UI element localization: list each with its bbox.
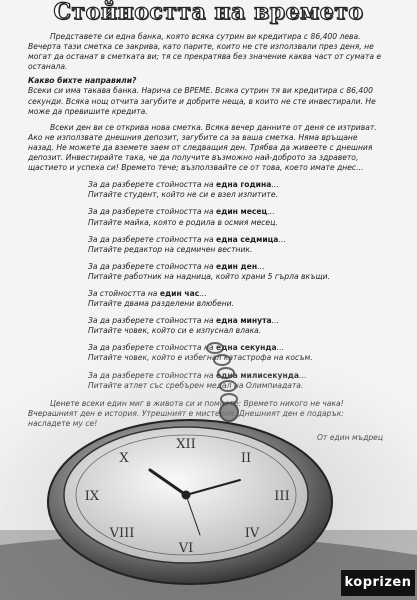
value-pair: За стойността на един час… Питайте двама разделени влюбени.	[88, 289, 383, 309]
svg-text:IX: IX	[84, 489, 100, 504]
intro-paragraph: Представете си една банка, която всяка сутрин ви кредитира с 86,400 лева. Вечерта тази сметка се закрива, като парите, които не сте използвали през деня, не могат да останат в сметката ви; тя се прекратява без значение каква част от сумата е останала.	[28, 32, 382, 72]
value-pair: За да разберете стойността на една година… Питайте студент, който не си е взел изпитите.	[88, 180, 383, 200]
svg-text:III: III	[274, 489, 290, 504]
value-answer: Питайте работник на надница, който храни 5 гърла вкъщи.	[88, 271, 330, 281]
time-unit: един ден	[216, 261, 258, 271]
value-pair: За да разберете стойността на една минута…	[88, 316, 383, 336]
value-answer: Питайте двама разделени влюбени.	[88, 299, 235, 309]
svg-text:VIII: VIII	[109, 526, 135, 541]
koprizen-logo: koprizen	[341, 570, 415, 596]
value-pair: За да разберете стойността на един месец… Питайте майка, която е родила в осмия месец.	[88, 207, 383, 227]
page-title: Стойността на времето	[53, 0, 364, 25]
svg-text:X: X	[119, 451, 129, 466]
time-unit: една минута	[216, 316, 272, 326]
value-answer: Питайте редактор на седмичен вестник.	[88, 244, 253, 254]
time-unit: една седмица	[216, 234, 279, 244]
svg-text:XII: XII	[176, 437, 196, 452]
value-pair: За да разберете стойността на един ден… Питайте работник на надница, който храни 5 гърла вкъщи.	[88, 262, 383, 282]
svg-text:VI: VI	[178, 541, 194, 556]
value-answer: Питайте студент, който не си е взел изпитите.	[88, 190, 278, 200]
paragraph-new-account: Всеки ден ви се открива нова сметка. Всяка вечер данните от деня се изтриват. Ако не използвате днешния депозит, загубите са за ваша сметка. Няма връщане назад. Не можете да вземете заем от следващия ден. Трябва да живеете с днешния депозит. Инвестирайте така, че да получите възможно най-доброто за здравето, щастието и успеха си! Времето тече; възползвайте се от това, което имате днес…	[28, 122, 377, 173]
svg-text:II: II	[240, 451, 252, 466]
svg-text:IV: IV	[244, 526, 260, 541]
time-unit: един месец	[216, 207, 268, 217]
value-answer: Питайте майка, която е родила в осмия месец.	[88, 217, 278, 227]
value-pair: За да разберете стойността на една седмица… Питайте редактор на седмичен вестник.	[88, 235, 383, 255]
time-unit: една година	[216, 180, 272, 190]
question-heading: Какво бихте направили?	[28, 76, 137, 86]
pocket-watch-illustration	[0, 330, 417, 600]
time-unit: един час	[159, 288, 200, 298]
paragraph-time-bank: Всеки си има такава банка. Нарича се ВРЕМЕ. Всяка сутрин тя ви кредитира с 86,400 секунди. Всяка нощ отчита загубите и добрите неща, в които не сте инвестирали. Не може да превишите кредита.	[28, 86, 376, 116]
